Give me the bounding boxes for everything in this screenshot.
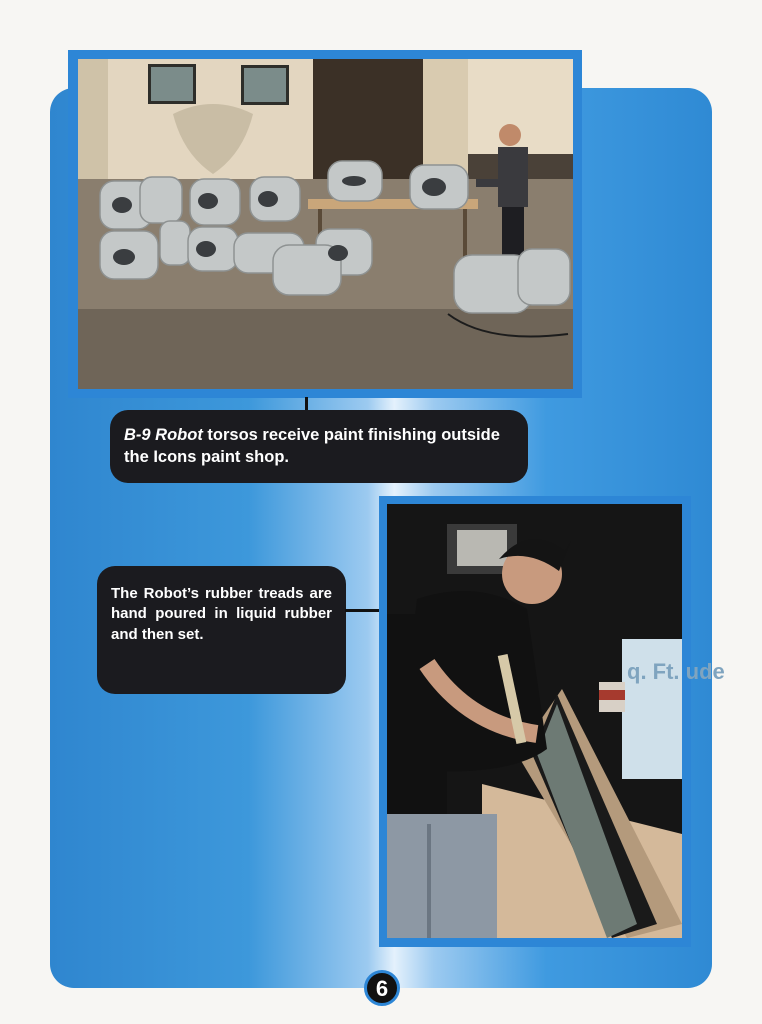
rubber-treads-photo	[387, 504, 725, 938]
robot-torsos-photo	[78, 59, 573, 389]
caption-torsos-text: torsos receive paint finishing outside the Icons paint shop.	[124, 426, 500, 467]
caption-torsos-italic: B-9 Robot	[124, 426, 203, 444]
torsos-photo-frame	[68, 50, 582, 398]
caption-treads	[97, 566, 346, 694]
caption-torsos	[110, 410, 528, 483]
caption-connector-middle	[345, 609, 381, 612]
caption-connector-top	[305, 397, 308, 411]
page-number-badge	[364, 970, 400, 1006]
sign-text: q. Ft. ude	[627, 659, 725, 684]
caption-treads-text: The Robot’s rubber treads are hand poured in liquid rubber and then set.	[111, 585, 332, 643]
page-number: 6	[375, 976, 389, 1001]
treads-photo-frame	[379, 496, 725, 947]
